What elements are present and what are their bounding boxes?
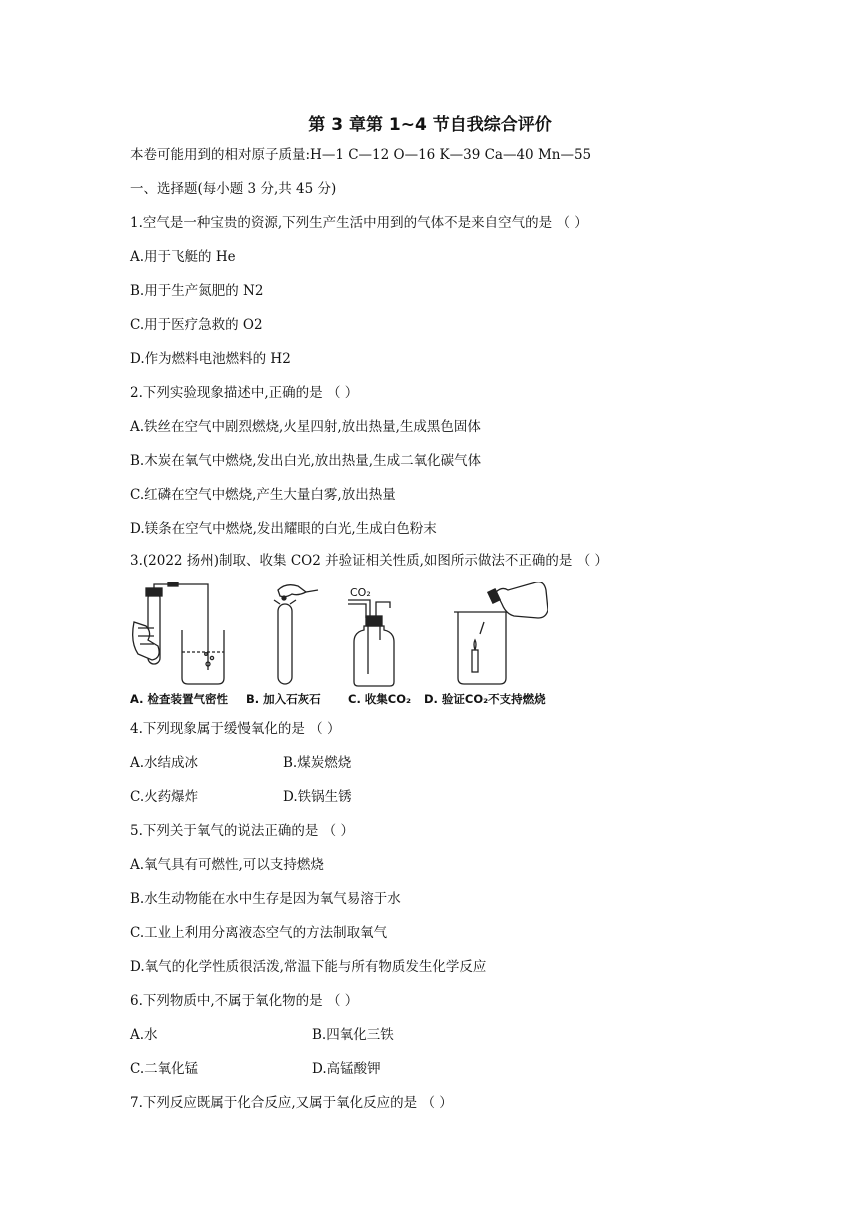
question-1-option-b: B.用于生产氮肥的 N2 [130,283,264,299]
caption-a: A. 检查装置气密性 [130,692,228,706]
page-title: 第 3 章第 1~4 节自我综合评价 [308,115,552,135]
question-5-stem: 5.下列关于氧气的说法正确的是 （ ） [130,823,354,839]
question-6-option-c: C.二氧化锰 [130,1061,199,1077]
question-2-option-d: D.镁条在空气中燃烧,发出耀眼的白光,生成白色粉末 [130,521,437,537]
question-5-option-b: B.水生动物能在水中生存是因为氧气易溶于水 [130,891,401,907]
question-6-option-d: D.高锰酸钾 [312,1061,381,1077]
question-2-option-c: C.红磷在空气中燃烧,产生大量白雾,放出热量 [130,487,396,503]
question-4-option-a: A.水结成冰 [130,755,199,771]
apparatus-b-drawing [274,585,318,684]
question-6-stem: 6.下列物质中,不属于氧化物的是 （ ） [130,993,359,1009]
caption-c: C. 收集CO₂ [348,692,412,706]
question-5-option-a: A.氧气具有可燃性,可以支持燃烧 [130,857,324,873]
question-1-option-c: C.用于医疗急救的 O2 [130,317,263,333]
question-1-option-a: A.用于飞艇的 He [130,249,236,265]
co2-label: CO₂ [350,586,371,599]
apparatus-figure [128,582,548,710]
question-5-option-c: C.工业上利用分离液态空气的方法制取氧气 [130,925,388,941]
question-6-option-b: B.四氧化三铁 [312,1027,394,1043]
question-5-option-d: D.氧气的化学性质很活泼,常温下能与所有物质发生化学反应 [130,959,487,975]
question-3-stem: 3.(2022 扬州)制取、收集 CO2 并验证相关性质,如图所示做法不正确的是 （ ） [130,553,609,569]
caption-b: B. 加入石灰石 [246,692,321,706]
question-4-option-b: B.煤炭燃烧 [283,755,352,771]
question-4-stem: 4.下列现象属于缓慢氧化的是 （ ） [130,721,341,737]
question-6-options-row-1 [130,1025,530,1045]
apparatus-a-drawing [133,582,224,684]
question-6-option-a: A.水 [130,1027,158,1043]
question-7-stem: 7.下列反应既属于化合反应,又属于氧化反应的是 （ ） [130,1095,453,1111]
question-4-option-d: D.铁锅生锈 [283,789,352,805]
question-4-options-row-1 [130,753,530,773]
question-4-options-row-2 [130,787,530,807]
question-1-option-d: D.作为燃料电池燃料的 H2 [130,351,291,367]
question-2-option-a: A.铁丝在空气中剧烈燃烧,火星四射,放出热量,生成黑色固体 [130,419,481,435]
question-1-stem: 1.空气是一种宝贵的资源,下列生产生活中用到的气体不是来自空气的是 （ ） [130,215,588,231]
question-2-option-b: B.木炭在氧气中燃烧,发出白光,放出热量,生成二氧化碳气体 [130,453,482,469]
caption-d: D. 验证CO₂不支持燃烧 [424,692,546,706]
apparatus-d-drawing [454,582,548,684]
section-heading: 一、选择题(每小题 3 分,共 45 分) [130,181,337,197]
question-4-option-c: C.火药爆炸 [130,789,199,805]
question-6-options-row-2 [130,1059,530,1079]
question-2-stem: 2.下列实验现象描述中,正确的是 （ ） [130,385,359,401]
apparatus-c-drawing [348,600,394,686]
apparatus-drawings [128,582,548,690]
intro-text: 本卷可能用到的相对原子质量:H—1 C—12 O—16 K—39 Ca—40 Mn—55 [130,147,592,163]
